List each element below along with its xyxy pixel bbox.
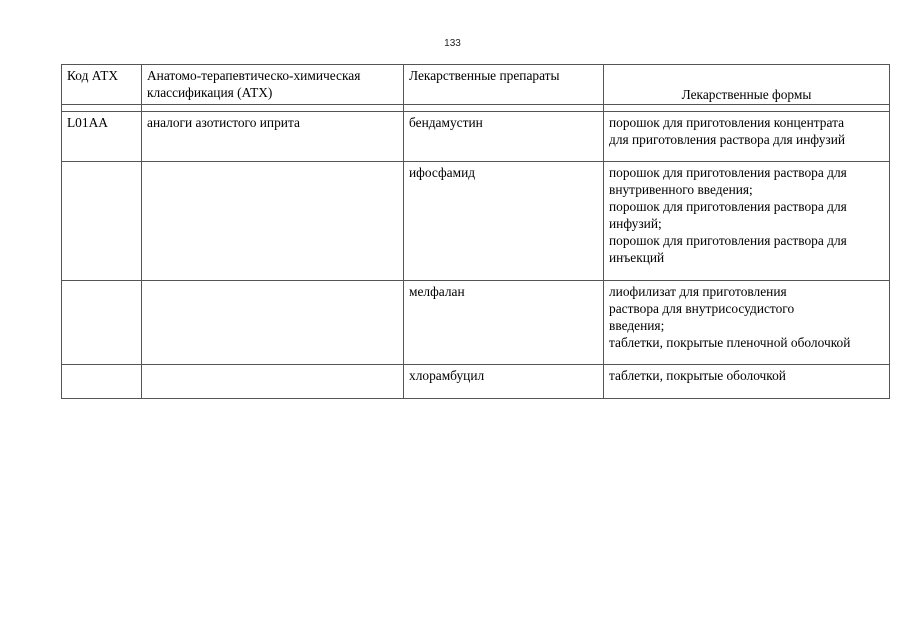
form-line: для приготовления раствора для инфузий	[609, 132, 846, 147]
form-line: введения;	[609, 318, 665, 333]
cell-code	[62, 281, 142, 365]
cell-classification	[142, 365, 404, 399]
form-line: порошок для приготовления раствора для	[609, 165, 847, 180]
header-forms: Лекарственные формы	[604, 65, 890, 105]
form-line: инъекций	[609, 250, 665, 265]
cell-forms	[604, 281, 890, 365]
spacer-cell	[142, 105, 404, 112]
table-header-row	[62, 65, 890, 105]
cell-classification	[142, 281, 404, 365]
header-classification-line2: классификация (АТХ)	[147, 85, 273, 100]
cell-code	[62, 365, 142, 399]
table-row	[62, 281, 890, 365]
table-row	[62, 162, 890, 281]
cell-classification: аналоги азотистого иприта	[142, 112, 404, 162]
form-line: раствора для внутрисосудистого	[609, 301, 795, 316]
cell-classification	[142, 162, 404, 281]
cell-drug: ифосфамид	[404, 162, 604, 281]
cell-drug: хлорамбуцил	[404, 365, 604, 399]
cell-forms	[604, 112, 890, 162]
form-line: таблетки, покрытые оболочкой	[609, 368, 786, 383]
table-row	[62, 112, 890, 162]
cell-code: L01AA	[62, 112, 142, 162]
table-row	[62, 365, 890, 399]
form-line: порошок для приготовления раствора для	[609, 199, 847, 214]
table-spacer-row	[62, 105, 890, 112]
atx-drug-table	[61, 64, 890, 399]
form-line: инфузий;	[609, 216, 662, 231]
spacer-cell	[604, 105, 890, 112]
cell-forms	[604, 365, 890, 399]
cell-forms	[604, 162, 890, 281]
spacer-cell	[62, 105, 142, 112]
page-number: 133	[444, 38, 461, 49]
header-drugs: Лекарственные препараты	[404, 65, 604, 105]
form-line: таблетки, покрытые пленочной оболочкой	[609, 335, 851, 350]
cell-drug: бендамустин	[404, 112, 604, 162]
header-code: Код АТХ	[62, 65, 142, 105]
form-line: лиофилизат для приготовления	[609, 284, 787, 299]
form-line: внутривенного введения;	[609, 182, 753, 197]
cell-drug: мелфалан	[404, 281, 604, 365]
form-line: порошок для приготовления концентрата	[609, 115, 845, 130]
spacer-cell	[404, 105, 604, 112]
form-line: порошок для приготовления раствора для	[609, 233, 847, 248]
header-classification	[142, 65, 404, 105]
header-classification-line1: Анатомо-терапевтическо-химическая	[147, 68, 361, 83]
cell-code	[62, 162, 142, 281]
